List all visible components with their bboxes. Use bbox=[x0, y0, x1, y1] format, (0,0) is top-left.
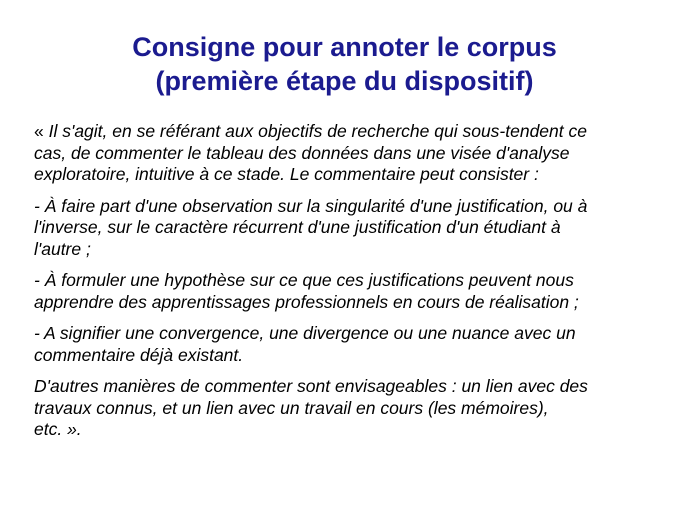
text-line bbox=[34, 419, 659, 441]
text-line bbox=[34, 376, 659, 398]
text-line bbox=[34, 164, 659, 186]
text-span: apprendre des apprentissages professionnels en cours de réalisation ; bbox=[34, 291, 579, 312]
text-span: etc. ». bbox=[34, 419, 82, 439]
text-span: - À formuler une hypothèse sur ce que ces justifications peuvent nous bbox=[34, 270, 574, 290]
paragraph-other-ways bbox=[34, 376, 659, 441]
slide-title bbox=[0, 30, 689, 98]
text-line bbox=[34, 239, 659, 261]
text-span: D'autres manières de commenter sont envisageables : un lien avec des bbox=[34, 376, 588, 396]
text-span: l'autre ; bbox=[34, 238, 91, 259]
text-span: Il s'agit, en se référant aux objectifs de recherche qui sous-tendent ce bbox=[48, 121, 587, 141]
text-line bbox=[34, 217, 659, 239]
paragraph-option-convergence bbox=[34, 323, 659, 366]
text-span: cas, de commenter le tableau des données dans une visée d'analyse bbox=[34, 142, 570, 163]
text-span: - À faire part d'une observation sur la singularité d'une justification, ou à bbox=[34, 195, 588, 216]
paragraph-intro bbox=[34, 121, 659, 186]
text-line bbox=[34, 121, 659, 143]
text-span: exploratoire, intuitive à ce stade. Le commentaire peut consister : bbox=[34, 164, 539, 184]
text-line bbox=[34, 196, 659, 218]
text-line bbox=[34, 292, 659, 314]
title-line-2: (première étape du dispositif) bbox=[155, 66, 534, 96]
text-span: commentaire déjà existant. bbox=[34, 344, 244, 365]
text-line bbox=[34, 323, 659, 345]
text-line bbox=[34, 398, 659, 420]
text-line bbox=[34, 270, 659, 292]
title-line-1: Consigne pour annoter le corpus bbox=[132, 32, 557, 62]
opening-quote: « bbox=[34, 121, 49, 141]
text-line bbox=[34, 143, 659, 165]
text-span: travaux connus, et un lien avec un travail en cours (les mémoires), bbox=[34, 397, 549, 418]
paragraph-option-observation bbox=[34, 196, 659, 261]
text-span: l'inverse, sur le caractère récurrent d'une justification d'un étudiant à bbox=[34, 217, 561, 237]
text-span: - A signifier une convergence, une divergence ou une nuance avec un bbox=[34, 323, 576, 343]
slide-body bbox=[34, 121, 659, 451]
text-line bbox=[34, 345, 659, 367]
paragraph-option-hypothesis bbox=[34, 270, 659, 313]
